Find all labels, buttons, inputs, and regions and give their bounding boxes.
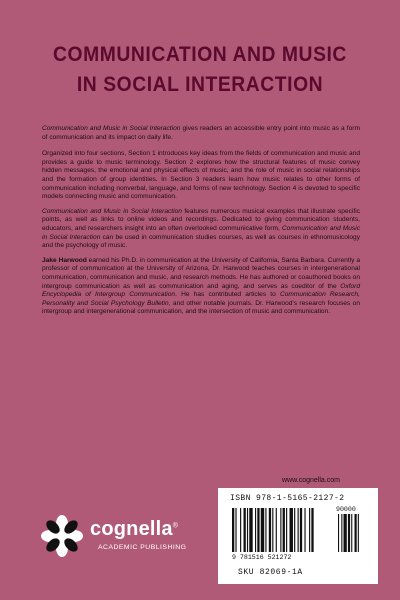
barcode-bar [244,508,246,552]
barcode-bar [269,508,271,552]
author-paragraph [42,257,360,317]
description [42,125,360,323]
addon-bar [341,514,342,552]
author-text-c: , and other notable journals. Dr. Harwood's research focuses on intergroup and intergenerational communication, and the intersection of music and communication. [42,299,360,316]
barcode-bar [257,508,259,552]
addon-bar [351,514,352,552]
barcode-bar [255,508,256,552]
barcode-bar [294,508,295,552]
book-title [34,40,365,100]
addon-bar [358,514,359,552]
barcode-bar [261,508,264,552]
features-book-title: Communication and Music in Social Interaction [42,207,182,215]
barcode-bar [300,508,302,552]
barcode-bar [232,508,234,552]
author-text-a: earned his Ph.D. in communication at the University of California, Santa Barbara. Currently a professor of communication at the University of Arizona, Dr. Harwood teaches courses in intergenerational communication, communication and music, and research methods. He has authored or coauthored books on intergroup communication as well as communication and aging, and serves as coeditor of the [42,256,360,290]
features-paragraph [42,208,360,251]
author-journals: Communication Research, Personality and Social Psychology Bulletin [42,291,360,307]
intro-text: gives readers an accessible entry point into music as a form of communication and its impact on daily life. [42,125,360,141]
title-line-2: IN SOCIAL INTERACTION [76,73,324,96]
isbn-text: ISBN 978-1-5165-2127-2 [230,494,345,503]
barcode-bar [247,508,248,552]
barcode-bar [272,508,273,552]
barcode-digits: 9 781516 521272 [232,554,292,561]
addon-bar [355,514,357,552]
addon-bar [338,514,339,552]
features-text-a: features numerous musical examples that illustrate specific points, as well as links to online videos and recordings. Dedicated to giving communication students, educators, and researchers insight into an often overlooked communicative form, [42,207,360,232]
barcode-bar [290,508,293,552]
author-text-b: . He has contributed articles to [175,291,280,299]
barcode-bar [280,508,281,552]
addon-bar [348,514,350,552]
barcode-label [218,488,378,584]
publisher-logo [40,514,200,564]
sku-text: SKU 82069-1A [238,568,303,577]
barcode-bar [265,508,266,552]
barcode-bar [249,508,252,552]
intro-paragraph [42,125,360,142]
author-name: Jake Harwood [42,256,87,264]
barcode-bar [309,508,310,552]
publisher-subtitle: ACADEMIC PUBLISHING [98,544,187,551]
barcode-bar [298,508,299,552]
price-addon: 90000 [336,506,356,513]
features-book-title-2: Communication and Music in Social Interaction [42,224,360,241]
author-encyclopedia: Oxford Encyclopedia of Intergroup Communication [42,282,360,299]
intro-book-title: Communication and Music in Social Interaction [42,125,181,132]
publisher-url: www.cognella.com [282,477,340,484]
barcode-bar [276,508,277,552]
barcode-bar [304,508,305,552]
addon-bar [344,514,347,552]
sections-paragraph: Organized into four sections, Section 1 introduces key ideas from the fields of communication and music and provides a guide to music terminology. Section 2 explores how the structural features of music convey hidden messages, the emotional and physical effects of music, and the role of music in social relationships and the formation of group identities. In Section 3 readers learn how music relates to other forms of communication including nonverbal, language, and forms of new technology. Section 4 is devoted to specific models connecting music and communication. [42,150,360,201]
cognella-flower-icon [40,514,84,558]
barcode-bar [286,508,287,552]
features-text-b: can be used in communication studies courses, as well as courses in ethnomusicology and the psychology of music. [42,233,360,250]
barcode-icon [232,508,364,554]
title-line-1: COMMUNICATION AND MUSIC [53,43,347,66]
barcode-bar [311,508,313,552]
barcode-bar [283,508,285,552]
barcode-bar [235,508,236,552]
publisher-name: cognella® [90,518,179,540]
barcode-bar [240,508,241,552]
